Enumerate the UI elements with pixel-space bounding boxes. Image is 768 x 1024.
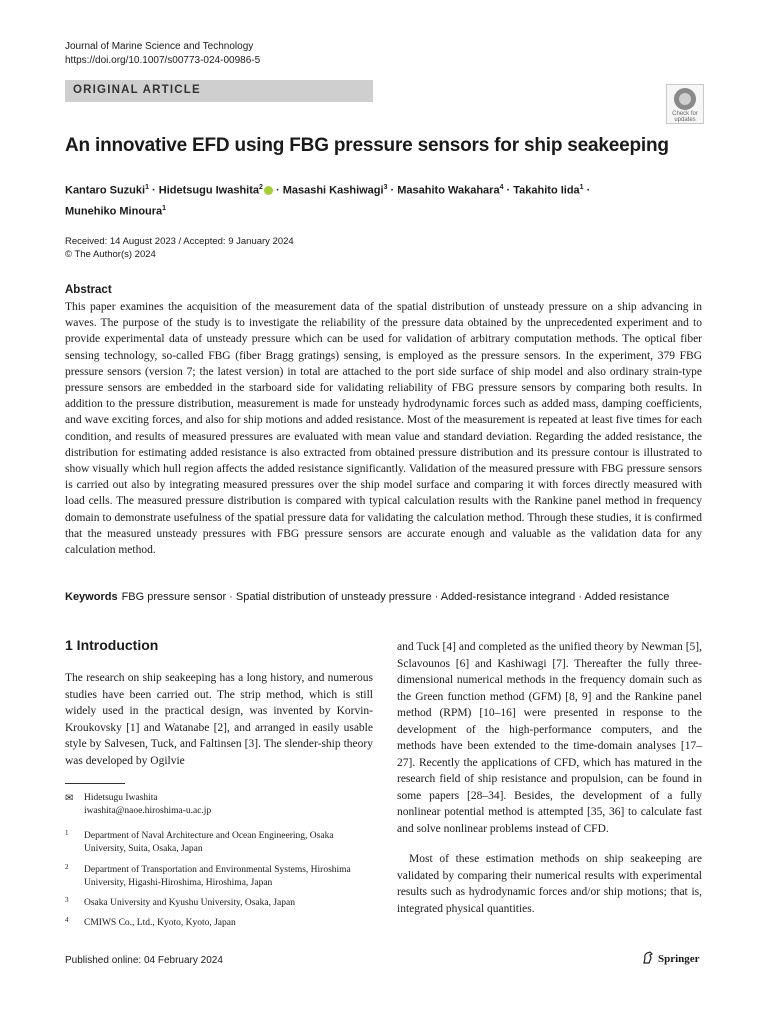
envelope-icon: ✉ [65, 793, 74, 804]
abstract-text: This paper examines the acquisition of the measurement data of the spatial distribution of unsteady pressure on a ship advancing in waves. The purpose of the study is to investigate the reliability of the pressure data obtained by the unprecedented experiment and to provide experimental data of unsteady pressure which can be used for validation of arbitrary computation methods. The optical fiber sensing technology, so-called FBG (fiber Bragg gratings) sensing, is employed as the pressure sensors. In the experiment, 379 FBG pressure sensors (version 7; the latest version) in total are attached to the port side surface of ship model and also ordinary strain-type pressure sensors are embedded in the starboard side for validating reliability of FBG pressure sensors by comparing both results. In addition to the pressure distribution, measurement is made for unsteady hydrodynamic forces such as added mass, damping coefficients, and wave exciting forces, and also for ship motions and added resistance. Most of the measurement is repeated at least five times for each condition, and results of measured pressures are evaluated with mean value and standard deviation. Regarding the added resistance, the distribution for estimating added resistance is also extracted from obtained pressure distribution and its pressure contour is illustrated to show visually which hull region affects the added resistance significantly. Validation of the measured pressure with FBG pressure sensors is carried out also by integrating measured pressures over the ship model surface and comparing it with forces directly measured with load cells. The measured pressure distribution is compared with typical calculation results with the Rankine panel method in frequency domain to demonstrate usefulness of the spatial pressure data for validating the calculation method. Through these studies, it is confirmed that the measured unsteady pressures with FBG pressure sensors are accurate enough and valuable as the validation data for any calculation method. [65, 301, 702, 557]
author-list: Kantaro Suzuki$^1$ · Hidetsugu Iwashita$^2$ · Masashi Kashiwagi$^3$ · Masahito Wakahara$^4$ · Takahito Iida$^1$ · Munehiko Minoura$^1$ [65, 184, 591, 218]
article-title: An innovative EFD using FBG pressure sensors for ship seakeeping [65, 135, 669, 156]
affil-text: Department of Naval Architecture and Ocean Engineering, Osaka University, Suita, Osaka, Japan [84, 831, 334, 854]
keywords-label: Keywords [65, 591, 118, 603]
author-affil: 4 [499, 184, 504, 191]
author-name[interactable]: Takahito Iida [513, 184, 580, 197]
author-name[interactable]: Munehiko Minoura [65, 205, 163, 218]
published-date: Published online: 04 February 2024 [65, 955, 223, 966]
author-affil: 1 [579, 184, 584, 191]
author-name[interactable]: Masahito Wakahara [397, 184, 500, 197]
intro-paragraph-right: and Tuck [4] and completed as the unified theory by Newman [5], Sclavounos [6] and Kashiwagi [7]. Thereafter the fully three-dimensional numerical methods in the frequency domain such as the Green function method (GFM) [8, 9] and the Rankine panel method (RPM) [10–16] were presented in response to the development of the high-performance computers, and the methods have been extended to the time-domain analyses [17–27]. Recently the applications of CFD, which has matured in the research field of ship resistance and propulsion, can be found in some papers [28–34]. Besides, the development of a fully nonlinear potential method is attempted [35, 36] to calculate fast and solve nonlinear problems instead of CFD. [397, 641, 702, 835]
intro-paragraph-left: The research on ship seakeeping has a long history, and numerous studies have been carried out. The strip method, which is still widely used in the practical design, was invented by Korvin-Kroukovsky [1] and Watanabe [2], and arranged in easily usable style by Salvesen, Tuck, and Faltinsen [3]. The slender-ship theory was developed by Ogilvie [65, 672, 373, 767]
author-name[interactable]: Kantaro Suzuki [65, 184, 146, 197]
keywords [65, 591, 705, 603]
check-for-updates-badge[interactable] [666, 84, 704, 124]
article-type: ORIGINAL ARTICLE [73, 84, 201, 96]
affil-text: Osaka University and Kyushu University, Osaka, Japan [84, 898, 295, 908]
affiliation-3 [65, 897, 373, 910]
orcid-icon[interactable] [264, 186, 273, 195]
publisher-name: Springer [658, 953, 700, 965]
affil-text: Department of Transportation and Environmental Systems, Hiroshima University, Higashi-Hiroshima, Hiroshima, Japan [84, 865, 351, 888]
affiliation-2 [65, 864, 373, 890]
affiliation-4 [65, 917, 373, 930]
author-name[interactable]: Masashi Kashiwagi [282, 184, 384, 197]
affil-number: 3 [65, 896, 69, 904]
affil-text: CMIWS Co., Ltd., Kyoto, Kyoto, Japan [84, 918, 236, 928]
affiliation-1 [65, 830, 373, 856]
corr-email[interactable]: iwashita@naoe.hiroshima-u.ac.jp [84, 806, 212, 816]
received-accepted: Received: 14 August 2023 / Accepted: 9 January 2024 [65, 236, 294, 247]
author-name[interactable]: Hidetsugu Iwashita [158, 184, 260, 197]
journal-name: Journal of Marine Science and Technology [65, 41, 254, 52]
affil-number: 4 [65, 916, 69, 924]
article-type-banner [65, 80, 373, 102]
affil-number: 2 [65, 863, 69, 871]
abstract-heading: Abstract [65, 284, 112, 296]
affil-number: 1 [65, 829, 69, 837]
badge-text-1: Check for [672, 111, 698, 117]
author-affil: 2 [259, 184, 263, 191]
section-heading: 1 Introduction [65, 637, 159, 653]
author-affil: 1 [162, 204, 167, 212]
springer-horse-icon [642, 951, 654, 964]
footnote-divider [65, 783, 125, 784]
check-updates-icon [674, 88, 696, 110]
keywords-text: FBG pressure sensor · Spatial distribution of unsteady pressure · Added-resistance integrand · Added resistance [121, 591, 670, 603]
author-affil: 1 [145, 184, 149, 191]
journal-header [65, 40, 260, 68]
article-dates [65, 235, 294, 261]
intro-paragraph-right-2: Most of these estimation methods on ship seakeeping are validated by comparing their numerical results with experimental results such as hydrodynamic forces and/or ship motions; that is, integrated physical quantities. [397, 853, 702, 915]
publisher-logo [642, 951, 700, 965]
author-affil: 3 [383, 184, 388, 191]
badge-text-2: updates [674, 117, 696, 123]
copyright: © The Author(s) 2024 [65, 249, 156, 260]
corresponding-author [65, 792, 373, 818]
corr-name: Hidetsugu Iwashita [84, 793, 158, 803]
doi-link[interactable]: https://doi.org/10.1007/s00773-024-00986-5 [65, 55, 261, 66]
